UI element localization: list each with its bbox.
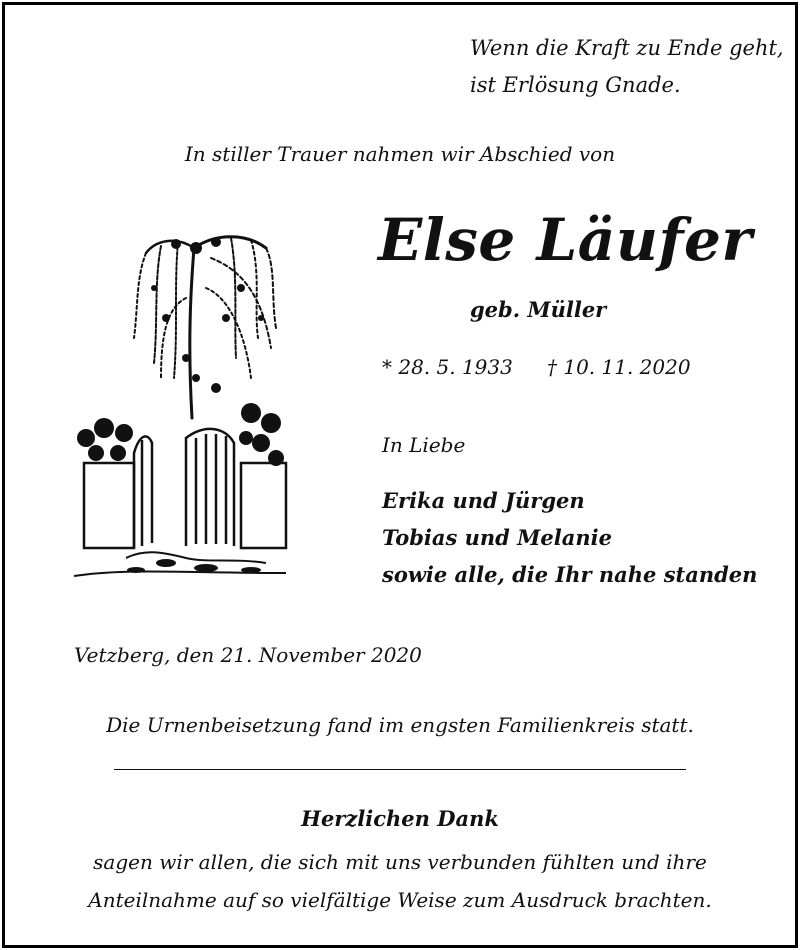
mourners-list [382, 482, 757, 593]
mourner-line: Erika und Jürgen [382, 488, 585, 513]
divider [114, 769, 686, 770]
in-love-text: In Liebe [382, 433, 466, 457]
thanks-title: Herzlichen Dank [301, 806, 499, 831]
thanks-line-1: sagen wir allen, die sich mit uns verbunden fühlten und ihre [93, 850, 707, 874]
thanks-text [0, 843, 800, 919]
mourner-line: sowie alle, die Ihr nahe standen [382, 562, 758, 587]
motto-line-1: Wenn die Kraft zu Ende geht, [470, 36, 784, 60]
thanks-line-2: Anteilnahme auf so vielfältige Weise zum Ausdruck brachten. [88, 888, 712, 912]
weeping-willow-garden-gate-icon [66, 228, 296, 583]
death-date: † 10. 11. 2020 [547, 355, 691, 379]
deceased-name: Else Läufer [378, 206, 753, 274]
intro-text: In stiller Trauer nahmen wir Abschied von [184, 142, 616, 166]
maiden-name: geb. Müller [470, 297, 607, 322]
birth-date: * 28. 5. 1933 [382, 355, 513, 379]
motto [470, 30, 784, 104]
place-date: Vetzberg, den 21. November 2020 [74, 643, 422, 667]
burial-note: Die Urnenbeisetzung fand im engsten Familienkreis statt. [106, 713, 694, 737]
mourner-line: Tobias und Melanie [382, 525, 612, 550]
motto-line-2: ist Erlösung Gnade. [470, 73, 681, 97]
